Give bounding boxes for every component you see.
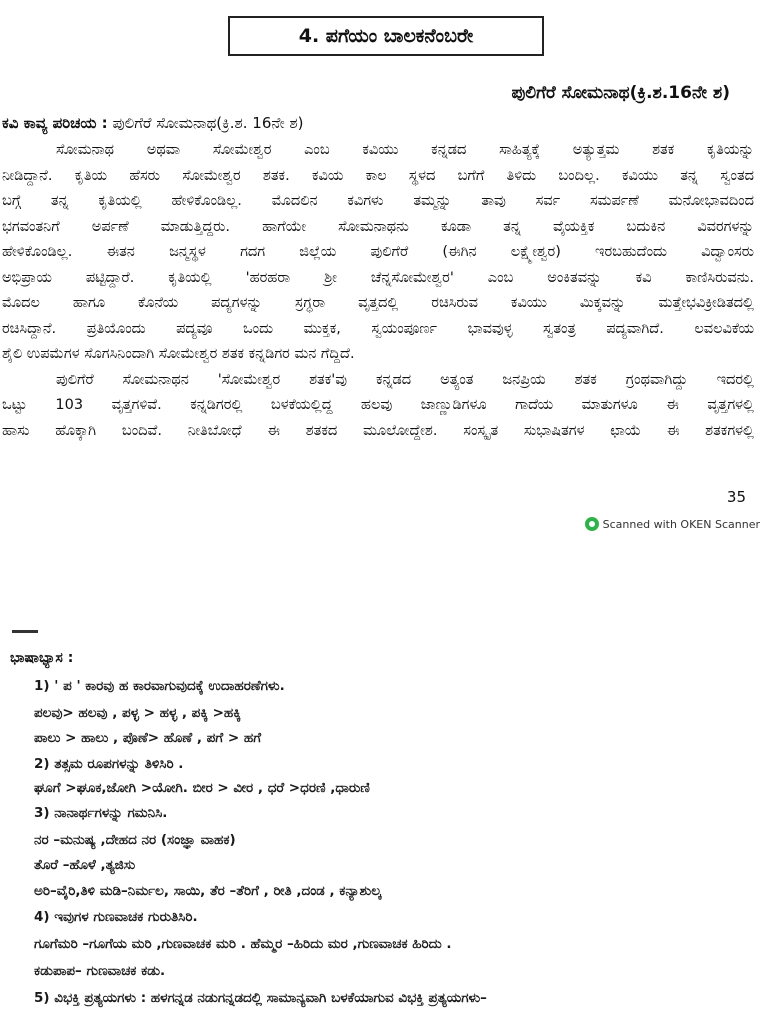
body-line: ಬಗ್ಗೆ ತನ್ನ ಕೃತಿಯಲ್ಲಿ ಹೇಳಿಕೊಂಡಿಲ್ಲ. ಮೊದಲಿನ ಕವಿಗಳು ತಮ್ಮನ್ನು ತಾವು ಸರ್ವ ಸಮರ್ಪಣೆ ಮನೋಭಾವದಿಂದ xyxy=(2,193,754,209)
body-line: ನೀಡಿದ್ದಾನೆ. ಕೃತಿಯ ಹೆಸರು ಸೋಮೇಶ್ವರ ಶತಕ. ಕವಿಯ ಕಾಲ ಸ್ಥಳದ ಬಗೆಗೆ ತಿಳಿದು ಬಂದಿಲ್ಲ. ಕವಿಯು ತನ್ನ ಸ್ವಂತದ xyxy=(2,167,754,184)
exercise-line: 2) ತತ್ಸಮ ರೂಪಗಳನ್ನು ತಿಳಿಸಿರಿ . xyxy=(34,756,184,772)
exercise-line: 5) ವಿಭಕ್ತಿ ಪ್ರತ್ಯಯಗಳು : ಹಳಗನ್ನಡ ನಡುಗನ್ನಡದಲ್ಲಿ ಸಾಮಾನ್ಯವಾಗಿ ಬಳಕೆಯಾಗುವ ವಿಭಕ್ತಿ ಪ್ರತ್ಯಯಗಳು– xyxy=(34,990,487,1006)
exercise-line: 4) ಇವುಗಳ ಗುಣವಾಚಕ ಗುರುತಿಸಿರಿ. xyxy=(34,909,198,925)
exercise-line: ಅರಿ–ವೈರಿ,ತಿಳಿ ಮಡಿ–ನಿರ್ಮಲ, ಸಾಯಿ, ತೆರ –ತೆರಿಗೆ , ರೀತಿ ,ದಂಡ , ಕನ್ಯಾಶುಲ್ಕ xyxy=(34,883,382,899)
body-line: ಮೊದಲ ಹಾಗೂ ಕೊನೆಯ ಪದ್ಯಗಳನ್ನು ಸ್ರಗ್ಧರಾ ವೃತ್ತದಲ್ಲಿ ರಚಿಸಿರುವ ಕವಿಯು ಮಿಕ್ಕವನ್ನು ಮತ್ತೇಭವಿಕ್ರೀಡಿತದಲ್ಲಿ xyxy=(2,295,754,311)
poet-intro-text: ಪುಲಿಗೆರೆ ಸೋಮನಾಥ(ಕ್ರಿ.ಶ. 16ನೇ ಶ) xyxy=(107,114,304,132)
exercise-line: ಪಾಲು > ಹಾಲು , ಪೊಣೆ> ಹೊಣೆ , ಪಗೆ > ಹಗೆ xyxy=(34,730,262,746)
exercise-line: ತೊರೆ –ಹೊಳೆ ,ತ್ಯಜಿಸು xyxy=(34,857,136,873)
exercise-line: 3) ನಾನಾರ್ಥಗಳನ್ನು ಗಮನಿಸಿ. xyxy=(34,805,168,821)
poet-introduction-body xyxy=(2,138,754,444)
lesson-title: 4. ಪಗೆಯಂ ಬಾಲಕನೆಂಬರೇ xyxy=(228,16,544,56)
poet-intro-heading: ಕವಿ ಕಾವ್ಯ ಪರಿಚಯ : xyxy=(2,114,108,132)
body-line: ಅಭಿಪ್ರಾಯ ಪಟ್ಟಿದ್ದಾರೆ. ಕೃತಿಯಲ್ಲಿ 'ಹರಹರಾ ಶ್ರೀ ಚೆನ್ನಸೋಮೇಶ್ವರ' ಎಂಬ ಅಂಕಿತವನ್ನು ಕವಿ ಕಾಣಿಸಿರುವನು. xyxy=(2,269,754,286)
body-line: ಸೋಮನಾಥ ಅಥವಾ ಸೋಮೇಶ್ವರ ಎಂಬ ಕವಿಯು ಕನ್ನಡದ ಸಾಹಿತ್ಯಕ್ಕೆ ಅತ್ಯುತ್ತಮ ಶತಕ ಕೃತಿಯನ್ನು xyxy=(56,142,754,158)
exercise-line: 1) ' ಪ ' ಕಾರವು ಹ ಕಾರವಾಗುವುದಕ್ಕೆ ಉದಾಹರಣೆಗಳು. xyxy=(34,678,285,694)
body-line: ಒಟ್ಟು 103 ವೃತ್ತಗಳಿವೆ. ಕನ್ನಡಿಗರಲ್ಲಿ ಬಳಕೆಯಲ್ಲಿದ್ದ ಹಲವು ಜಾಣ್ಣುಡಿಗಳೂ ಗಾದೆಯ ಮಾತುಗಳೂ ಈ ವೃತ್ತಗಳಲ್ಲಿ xyxy=(2,397,754,413)
scanned-page-language-exercise xyxy=(0,600,768,1024)
body-line: ರಚಿಸಿದ್ದಾನೆ. ಪ್ರತಿಯೊಂದು ಪದ್ಯವೂ ಒಂದು ಮುಕ್ತಕ, ಸ್ವಯಂಪೂರ್ಣ ಭಾವವುಳ್ಳ ಸ್ವತಂತ್ರ ಪದ್ಯವಾಗಿದೆ. ಲವಲವಿಕೆಯ xyxy=(2,320,754,337)
exercise-line: ನರ –ಮನುಷ್ಯ ,ದೇಹದ ನರ (ಸಂಜ್ಞಾ ವಾಹಕ) xyxy=(34,832,236,848)
scanner-watermark-text: Scanned with OKEN Scanner xyxy=(602,517,760,531)
exercise-line: ಪಲವು> ಹಲವು , ಪಳ್ಳ > ಹಳ್ಳ , ಪಕ್ಕಿ >ಹಕ್ಕಿ xyxy=(34,705,241,721)
page-number: 35 xyxy=(726,488,746,506)
exercise-line: ಘೂಗೆ >ಘೂಕ,ಜೋಗಿ >ಯೋಗಿ. ಬೀರ > ವೀರ , ಧರೆ >ಧರಣಿ ,ಧಾರುಣಿ xyxy=(34,780,370,796)
margin-mark xyxy=(12,630,38,633)
body-line: ಪುಲಿಗೆರೆ ಸೋಮನಾಥನ 'ಸೋಮೇಶ್ವರ ಶತಕ'ವು ಕನ್ನಡದ ಅತ್ಯಂತ ಜನಪ್ರಿಯ ಶತಕ ಗ್ರಂಥವಾಗಿದ್ದು ಇದರಲ್ಲಿ xyxy=(56,371,754,388)
poet-intro-line xyxy=(2,114,304,132)
author-heading: ಪುಲಿಗೆರೆ ಸೋಮನಾಥ(ಕ್ರಿ.ಶ.16ನೇ ಶ) xyxy=(511,83,730,103)
exercise-line: ಕಡುಪಾಪ– ಗುಣವಾಚಕ ಕಡು. xyxy=(34,963,166,979)
scanner-watermark xyxy=(585,517,760,531)
body-line: ಹೇಳಿಕೊಂಡಿಲ್ಲ. ಈತನ ಜನ್ಮಸ್ಥಳ ಗದಗ ಜಿಲ್ಲೆಯ ಪುಲಿಗೆರೆ (ಈಗಿನ ಲಕ್ಷ್ಮೇಶ್ವರ) ಇರಬಹುದೆಂದು ವಿದ್ವಾಂಸರು xyxy=(2,244,754,260)
exercise-line: ಗೂಗೆಮರಿ –ಗೂಗೆಯ ಮರಿ ,ಗುಣವಾಚಕ ಮರಿ . ಹೆಮ್ಮರ –ಹಿರಿದು ಮರ ,ಗುಣವಾಚಕ ಹಿರಿದು . xyxy=(34,936,452,952)
body-line: ಹಾಸು ಹೊಕ್ಕಾಗಿ ಬಂದಿವೆ. ನೀತಿಬೋಧೆ ಈ ಶತಕದ ಮೂಲೋದ್ದೇಶ. ಸಂಸ್ಕೃತ ಸುಭಾಷಿತಗಳ ಛಾಯೆ ಈ ಶತಕಗಳಲ್ಲಿ xyxy=(2,422,754,439)
scanner-logo-icon xyxy=(585,517,599,531)
body-line: ಶೈಲಿ ಉಪಮೆಗಳ ಸೊಗಸಿನಿಂದಾಗಿ ಸೋಮೇಶ್ವರ ಶತಕ ಕನ್ನಡಿಗರ ಮನ ಗೆದ್ದಿದೆ. xyxy=(2,346,355,362)
body-line: ಭಗವಂತನಿಗೆ ಅರ್ಪಣೆ ಮಾಡುತ್ತಿದ್ದರು. ಹಾಗೆಯೇ ಸೋಮನಾಥನು ಕೂಡಾ ತನ್ನ ವೈಯಕ್ತಿಕ ಬದುಕಿನ ವಿವರಗಳನ್ನು xyxy=(2,218,754,235)
exercise-heading: ಭಾಷಾಭ್ಯಾಸ : xyxy=(10,650,74,666)
